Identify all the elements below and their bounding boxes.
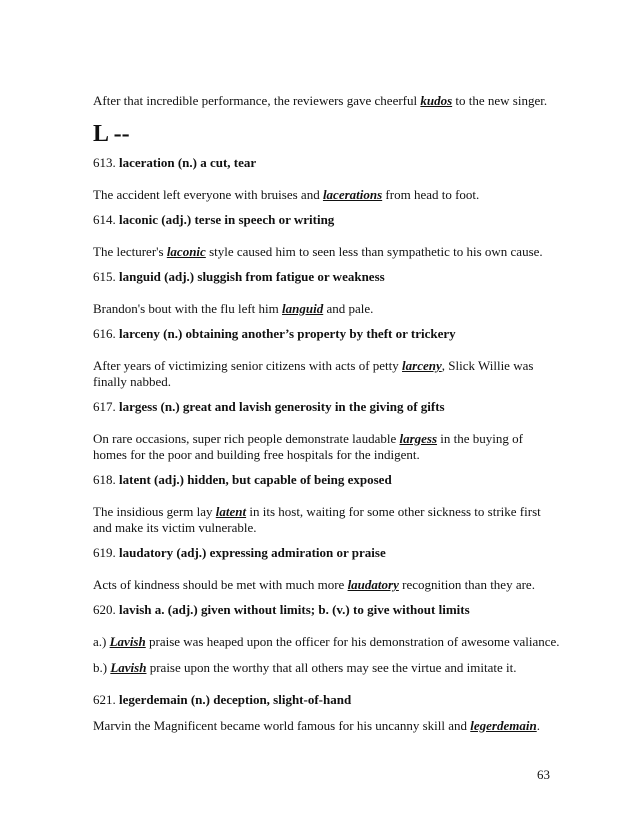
entry-621-heading [93, 692, 553, 708]
example-text-end: from head to foot. [382, 187, 480, 202]
entry-definition: lavish a. (adj.) given without limits; b. (v.) to give without limits [119, 602, 470, 617]
entry-definition: largess (n.) great and lavish generosity in the giving of gifts [119, 399, 445, 414]
entry-615-heading [93, 269, 553, 285]
keyword: Lavish [109, 634, 146, 649]
entry-definition: laceration (n.) a cut, tear [119, 155, 257, 170]
example-text-end: and pale. [323, 301, 374, 316]
example-text: Acts of kindness should be met with much more [93, 577, 348, 592]
entry-definition: laconic (adj.) terse in speech or writing [119, 212, 335, 227]
entry-618-example [93, 504, 548, 536]
keyword: Lavish [110, 660, 147, 675]
example-text-end: in the buying of homes for the poor and building free hospitals for the indigent. [93, 431, 523, 462]
entry-number: 615. [93, 269, 116, 284]
entry-619-example [93, 577, 553, 593]
entry-619-heading [93, 545, 553, 561]
keyword: laconic [166, 244, 206, 259]
entry-620-heading [93, 602, 553, 618]
entry-616-heading [93, 326, 553, 342]
entry-number: 617. [93, 399, 116, 414]
entry-number: 613. [93, 155, 116, 170]
example-text-end: recognition than they are. [398, 577, 535, 592]
example-text: On rare occasions, super rich people demonstrate laudable [93, 431, 400, 446]
entry-617-example [93, 431, 553, 463]
keyword-kudos: kudos [420, 93, 453, 108]
example-text-end: . [536, 718, 540, 733]
entry-617-heading [93, 399, 553, 415]
example-text-end: , Slick Willie was finally nabbed. [93, 358, 534, 389]
example-text-end: style caused him to seen less than sympathetic to his own cause. [205, 244, 543, 259]
entry-614-heading [93, 212, 553, 228]
keyword: laudatory [347, 577, 399, 592]
entry-number: 614. [93, 212, 116, 227]
keyword: larceny [402, 358, 442, 373]
intro-text: After that incredible performance, the reviewers gave cheerful [93, 93, 421, 108]
intro-sentence [93, 93, 553, 109]
entry-definition: laudatory (adj.) expressing admiration or praise [119, 545, 386, 560]
entry-615-example [93, 301, 553, 317]
entry-number: 618. [93, 472, 116, 487]
page-number: 63 [537, 767, 550, 782]
entry-613-example [93, 187, 553, 203]
example-text: Brandon's bout with the flu left him [93, 301, 283, 316]
entry-number: 620. [93, 602, 116, 617]
example-text-end: praise was heaped upon the officer for his demonstration of awesome valiance. [145, 634, 560, 649]
entry-number: 616. [93, 326, 116, 341]
example-text: a.) [93, 634, 110, 649]
entry-definition: legerdemain (n.) deception, slight-of-hand [119, 692, 352, 707]
entry-620-example-b [93, 660, 553, 676]
keyword: lacerations [322, 187, 383, 202]
keyword: latent [215, 504, 247, 519]
keyword: languid [282, 301, 324, 316]
entry-621-example [93, 718, 553, 734]
entry-definition: larceny (n.) obtaining another’s property by theft or trickery [119, 326, 456, 341]
entry-definition: latent (adj.) hidden, but capable of being exposed [119, 472, 392, 487]
example-text: The insidious germ lay [93, 504, 216, 519]
entry-616-example [93, 358, 538, 390]
keyword: legerdemain [470, 718, 537, 733]
entry-614-example [93, 244, 553, 260]
entry-613-heading [93, 155, 553, 171]
entry-definition: languid (adj.) sluggish from fatigue or weakness [119, 269, 385, 284]
example-text-end: in its host, waiting for some other sickness to strike first and make its victim vulnerable. [93, 504, 541, 535]
example-text: After years of victimizing senior citizens with acts of petty [93, 358, 403, 373]
example-text: The lecturer's [93, 244, 167, 259]
example-text: The accident left everyone with bruises and [93, 187, 323, 202]
entry-number: 619. [93, 545, 116, 560]
intro-text-end: to the new singer. [452, 93, 548, 108]
keyword: largess [399, 431, 438, 446]
entry-number: 621. [93, 692, 116, 707]
example-text-end: praise upon the worthy that all others may see the virtue and imitate it. [146, 660, 517, 675]
example-text: Marvin the Magnificent became world famous for his uncanny skill and [93, 718, 471, 733]
entry-618-heading [93, 472, 553, 488]
entry-620-example-a [93, 634, 560, 650]
example-text: b.) [93, 660, 111, 675]
section-heading-L: L -- [93, 121, 130, 147]
